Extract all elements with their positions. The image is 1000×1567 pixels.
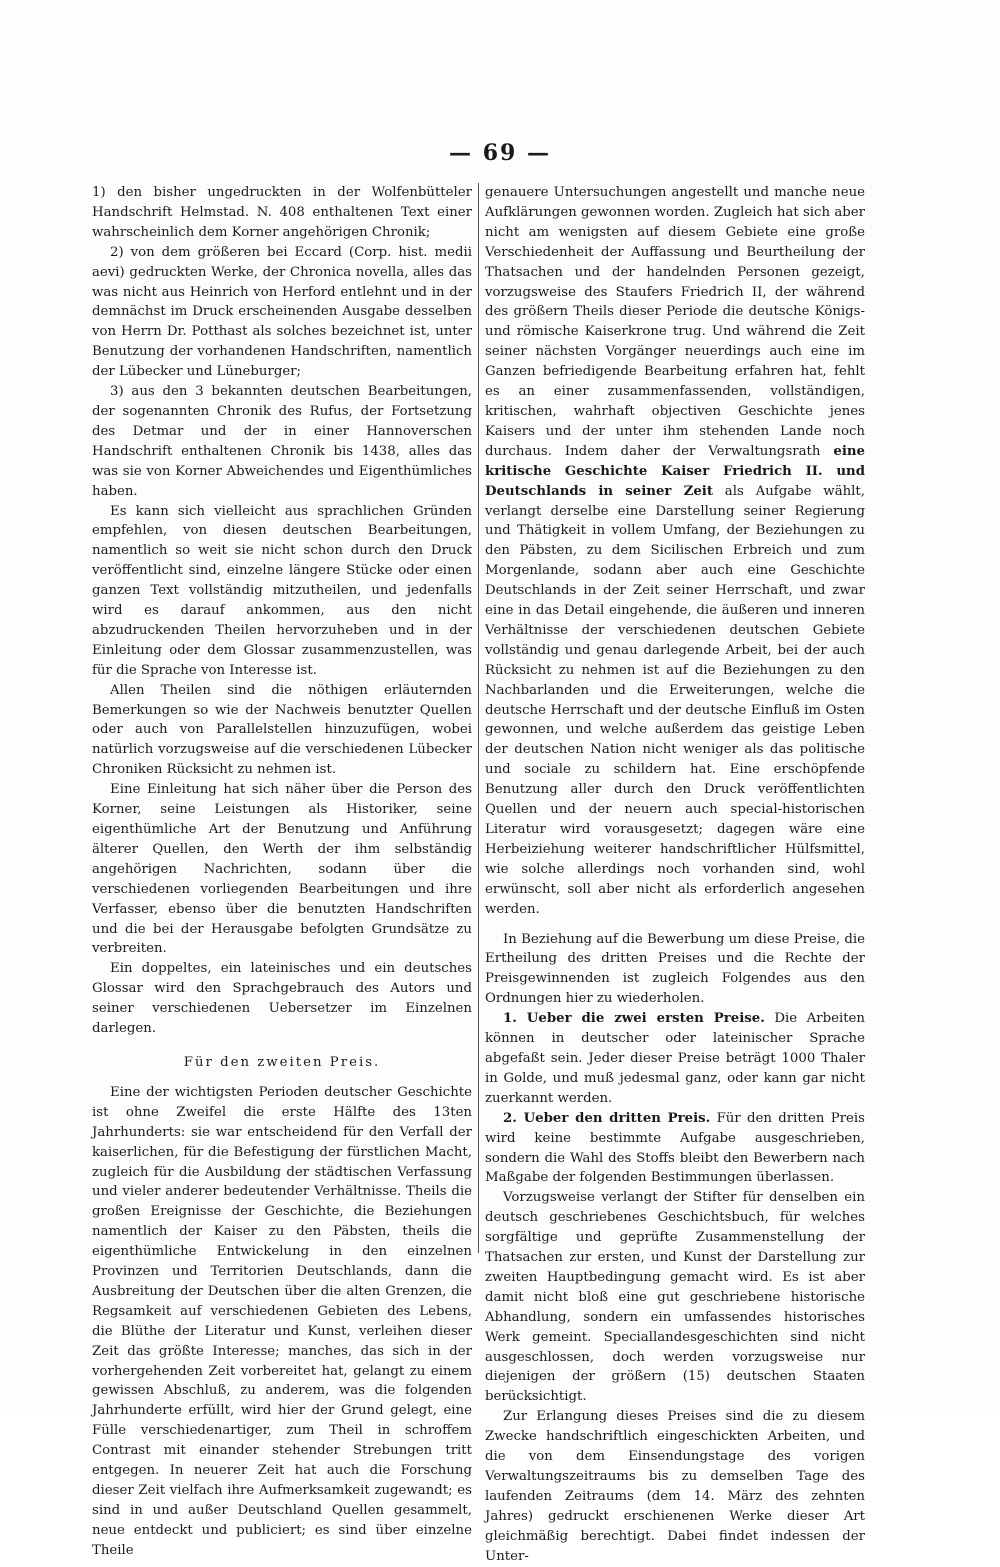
paragraph-text: Für den dritten Preis wird keine bestimmte Aufgabe ausgeschrieben, sondern die Wahl des Stoffs bleibt den Bewerbern nach Maßgabe der folgenden Bestimmungen überlassen. xyxy=(485,1110,865,1186)
paragraph xyxy=(485,183,865,920)
paragraph: 1) den bisher ungedruckten in der Wolfenbütteler Handschrift Helmstad. N. 408 enthaltenen Text einer wahrscheinlich dem Korner angehörigen Chronik; xyxy=(92,185,472,240)
paragraph: 2) von dem größeren bei Eccard (Corp. hist. medii aevi) gedruckten Werke, der Chronica novella, alles das was nicht aus Heinrich von Herford entlehnt und in der demnächst im Druck erscheinenden Ausgabe desselben von Herrn Dr. Potthast als solches bezeichnet ist, unter Benutzung der vorhandenen Handschriften, namentlich der Lübecker und Lüneburger; xyxy=(92,244,472,380)
paragraph: Ein doppeltes, ein lateinisches und ein deutsches Glossar wird den Sprachgebrauch des Autors und seiner verschiedenen Uebersetzer im Einzelnen darlegen. xyxy=(92,961,472,1037)
right-column xyxy=(485,183,866,1564)
paragraph xyxy=(485,1109,865,1189)
paragraph: Eine Einleitung hat sich näher über die Person des Korner, seine Leistungen als Historiker, seine eigenthümliche Art der Benutzung und Anführung älterer Quellen, den Werth der ihm selbständig angehörigen Nachrichten, sodann über die verschiedenen vorliegenden Bearbeitungen und ihre Verfasser, ebenso über die benutzten Handschriften und die bei der Herausgabe befolgten Grundsätze zu verbreiten. xyxy=(92,782,472,957)
paragraph: Vorzugsweise verlangt der Stifter für denselben ein deutsch geschriebenes Geschichtsbuch, für welches sorgfältige und geprüfte Zusammenstellung der Thatsachen zur ersten, und Kunst der Darstellung zur zweiten Hauptbedingung gemacht wird. Es ist aber damit nicht bloß eine gut geschriebene historische Abhandlung, sondern ein umfassendes historisches Werk gemeint. Speciallandesgeschichten sind nicht ausgeschlossen, doch werden vorzugsweise nur diejenigen der größern (15) deutschen Staaten berücksichtigt. xyxy=(485,1190,865,1405)
section-heading: 2. Ueber den dritten Preis. xyxy=(503,1110,711,1126)
paragraph-text: genauere Untersuchungen angestellt und manche neue Aufklärungen gewonnen worden. Zugleich hat sich aber nicht am wenigsten auf diesem Gebiete eine große Verschiedenheit der Auffassung und Beurtheilung der Thatsachen und der handelnden Personen gezeigt, vorzugsweise des Staufers Friedrich II, der während des größern Theils dieser Periode die deutsche Königs- und römische Kaiserkrone trug. Und während die Zeit seiner nächsten Vorgänger neuerdings auch eine im Ganzen befriedigende Bearbeitung erfahren hat, fehlt es an einer zusammenfassenden, vollständigen, kritischen, wahrhaft objectiven Geschichte jenes Kaisers und der unter ihm stehenden Lande noch durchaus. Indem daher der Verwaltungsrath xyxy=(485,185,865,459)
bold-title: eine kritische Geschichte Kaiser Friedrich II. und Deutschlands in seiner Zeit xyxy=(485,443,865,499)
left-column xyxy=(92,183,472,1558)
paragraph: Allen Theilen sind die nöthigen erläuternden Bemerkungen so wie der Nachweis benutzter Quellen oder auch von Parallelstellen hinzuzufügen, wobei natürlich vorzugsweise auf die verschiedenen Lübecker Chroniken Rücksicht zu nehmen ist. xyxy=(92,682,472,778)
paragraph: Eine der wichtigsten Perioden deutscher Geschichte ist ohne Zweifel die erste Hälfte des 13ten Jahrhunderts: sie war entscheidend für den Verfall der kaiserlichen, für die Befestigung der fürstlichen Macht, zugleich für die Ausbildung der städtischen Verfassung und vieler anderer bedeutender Verhältnisse. Theils die großen Ereignisse der Geschichte, die Beziehungen namentlich der Kaiser zu den Päbsten, theils die eigenthümliche Entwickelung in den einzelnen Provinzen und Territorien Deutschlands, dann die Ausbreitung der Deutschen über die alten Grenzen, die Regsamkeit auf verschiedenen Gebieten des Lebens, die Blüthe der Literatur und Kunst, verleihen dieser Zeit das größte Interesse; manches, das sich in der vorhergehenden Zeit vorbereitet hat, gelangt zu einem gewissen Abschluß, zu anderem, was die folgenden Jahrhunderte erfüllt, wird hier der Grund gelegt, eine Fülle verschiedenartiger, zum Theil in schroffem Contrast mit einander stehender Strebungen tritt entgegen. In neuerer Zeit hat auch die Forschung dieser Zeit vielfach ihre Aufmerksamkeit zugewandt; es sind in und außer Deutschland Quellen gesammelt, neue entdeckt und publiciert; es sind über einzelne Theile xyxy=(92,1084,472,1558)
paragraph: Es kann sich vielleicht aus sprachlichen Gründen empfehlen, von diesen deutschen Bearbeitungen, namentlich so weit sie nicht schon durch den Druck veröffentlicht sind, einzelne längere Stücke oder einen ganzen Text vollständig mitzutheilen, und jedenfalls wird es darauf ankommen, aus den nicht abzudruckenden Theilen hervorzuheben und in der Einleitung oder dem Glossar zusammenzustellen, was für die Sprache von Interesse ist. xyxy=(92,503,472,678)
section-heading: 1. Ueber die zwei ersten Preise. xyxy=(503,1011,765,1027)
paragraph: Zur Erlangung dieses Preises sind die zu diesem Zwecke handschriftlich eingeschickten Arbeiten, und die von dem Einsendungstage des vorigen Verwaltungszeitraums bis zu demselben Tage des laufenden Zeitraums (dem 14. März des zehnten Jahres) gedruckt erschienenen Werke dieser Art gleichmäßig berechtigt. Dabei findet indessen der Unter- xyxy=(485,1409,865,1564)
paragraph xyxy=(485,1009,865,1109)
paragraph: 3) aus den 3 bekannten deutschen Bearbeitungen, der sogenannten Chronik des Rufus, der Fortsetzung des Detmar und der in einer Hannoverschen Handschrift enthaltenen Chronik bis 1438, alles das was sie von Korner Abweichendes und Eigenthümliches haben. xyxy=(92,384,472,499)
paragraph: In Beziehung auf die Bewerbung um diese Preise, die Ertheilung des dritten Preises und die Rechte der Preisgewinnenden ist zugleich Folgendes aus den Ordnungen hier zu wiederholen. xyxy=(485,931,865,1007)
page-number: — 69 — xyxy=(449,140,551,166)
section-heading: Für den zweiten Preis. xyxy=(183,1054,381,1070)
paragraph-text: als Aufgabe wählt, verlangt derselbe eine Darstellung seiner Regierung und Thätigkeit in vollem Umfang, der Beziehungen zu den Päbsten, zu dem Sicilischen Erbreich und zum Morgenlande, sodann aber auch eine Geschichte Deutschlands in der Zeit seiner Herrschaft, und zwar eine in das Detail eingehende, die äußeren und inneren Verhältnisse der verschiedenen deutschen Gebiete vollständig und genau darlegende Arbeit, bei der auch Rücksicht zu nehmen ist auf die Beziehungen zu den Nachbarlanden und die Erweiterungen, welche die deutsche Herrschaft und der deutsche Einfluß im Osten gewonnen, und welche außerdem das geistige Leben der deutschen Nation nicht weniger als das politische und sociale zu schildern hat. Eine erschöpfende Benutzung aller durch den Druck veröffentlichten Quellen und der neuern auch special-historischen Literatur wird vorausgesetzt; dagegen wäre eine Herbeiziehung weiterer handschriftlicher Hülfsmittel, wie solche allerdings noch vorhanden sind, wohl erwünscht, soll aber nicht als erforderlich angesehen werden. xyxy=(485,483,866,917)
column-divider xyxy=(478,183,479,1253)
paragraph-text: Die Arbeiten können in deutscher oder lateinischer Sprache abgefaßt sein. Jeder dieser Preise beträgt 1000 Thaler in Golde, und muß jedesmal ganz, oder kann gar nicht zuerkannt werden. xyxy=(485,1011,865,1106)
